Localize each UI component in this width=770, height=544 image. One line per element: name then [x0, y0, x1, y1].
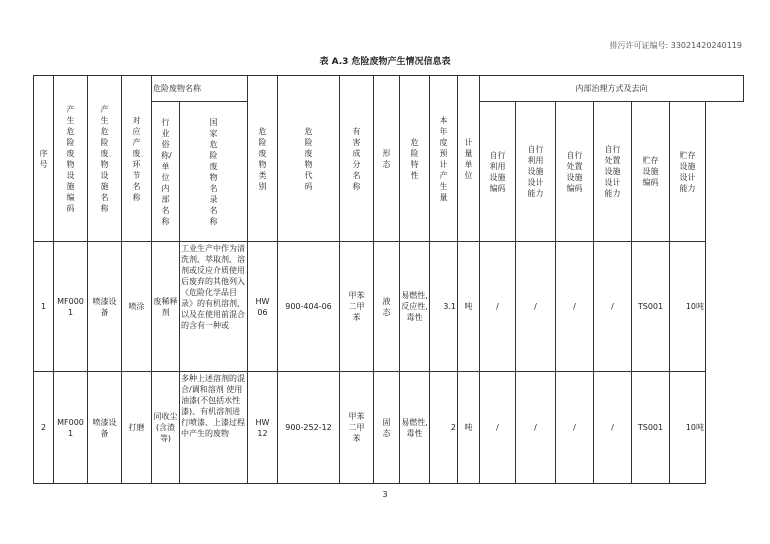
cell-unit: 吨: [458, 372, 480, 484]
cell-property: 易燃性,反应性,毒性: [400, 242, 430, 372]
header-seq: 序号: [34, 76, 54, 242]
header-facility-code: 产生危险废物设施编码: [54, 76, 88, 242]
permit-number: 排污许可证编号: 33021420240119: [609, 41, 742, 50]
cell-category: HW12: [248, 372, 278, 484]
cell-storage-cap: 10吨: [670, 242, 706, 372]
header-industry-name: 行业俗称/单位内部名称: [152, 102, 180, 242]
header-harmful: 有害成分名称: [340, 76, 374, 242]
cell-seq: 2: [34, 372, 54, 484]
header-storage-code: 贮存设施编码: [632, 102, 670, 242]
header-self-dispose-cap: 自行处置设施设计能力: [594, 102, 632, 242]
header-self-use-code: 自行利用设施编码: [480, 102, 516, 242]
cell-annual: 2: [430, 372, 458, 484]
cell-self-dispose-code: /: [556, 372, 594, 484]
cell-industry-name: 同收尘(含渣等): [152, 372, 180, 484]
cell-facility-name: 喷漆设备: [88, 242, 122, 372]
cell-self-use-code: /: [480, 242, 516, 372]
cell-harmful: 甲苯二甲苯: [340, 372, 374, 484]
header-self-use-cap: 自行利用设施设计能力: [516, 102, 556, 242]
cell-storage-code: TS001: [632, 372, 670, 484]
cell-link: 喷涂: [122, 242, 152, 372]
cell-self-use-cap: /: [516, 242, 556, 372]
header-property: 危险特性: [400, 76, 430, 242]
cell-storage-code: TS001: [632, 242, 670, 372]
cell-link: 打磨: [122, 372, 152, 484]
header-national-name: 国家危险废物名录名称: [180, 102, 248, 242]
cell-self-use-cap: /: [516, 372, 556, 484]
header-link-name: 对应产废环节名称: [122, 76, 152, 242]
cell-seq: 1: [34, 242, 54, 372]
cell-property: 易燃性,毒性: [400, 372, 430, 484]
cell-facility-code: MF0001: [54, 242, 88, 372]
cell-self-dispose-cap: /: [594, 372, 632, 484]
cell-storage-cap: 10吨: [670, 372, 706, 484]
cell-self-dispose-code: /: [556, 242, 594, 372]
cell-national-name: 多种上述溶剂的混合/调和溶剂 使用油漆(不包括水性漆)、有机溶剂进行喷漆、上漆过程中产生的废物: [180, 372, 248, 484]
table-title: 表 A.3 危险废物产生情况信息表: [319, 57, 451, 67]
table-row: [34, 372, 744, 484]
header-facility-name: 产生危险废物设施名称: [88, 76, 122, 242]
header-unit: 计量单位: [458, 76, 480, 242]
page-number: 3: [382, 490, 388, 499]
cell-unit: 吨: [458, 242, 480, 372]
header-storage-cap: 贮存设施设计能力: [670, 102, 706, 242]
cell-self-dispose-cap: /: [594, 242, 632, 372]
cell-facility-name: 喷漆设备: [88, 372, 122, 484]
cell-code: 900-404-06: [278, 242, 340, 372]
cell-national-name: 工业生产中作为清洗剂、萃取剂、溶剂或反应介质使用后废弃的其他列入《危险化学品目录》的有机溶剂，以及在使用前混合的含有一种或: [180, 242, 248, 372]
cell-form: 液态: [374, 242, 400, 372]
header-annual: 本年度预计产生量: [430, 76, 458, 242]
cell-harmful: 甲苯二甲苯: [340, 242, 374, 372]
header-self-dispose-code: 自行处置设施编码: [556, 102, 594, 242]
cell-category: HW06: [248, 242, 278, 372]
cell-self-use-code: /: [480, 372, 516, 484]
header-waste-name-group: 危险废物名称: [152, 76, 248, 102]
header-form: 形态: [374, 76, 400, 242]
cell-industry-name: 废稀释剂: [152, 242, 180, 372]
cell-facility-code: MF0001: [54, 372, 88, 484]
hazardous-waste-table: [33, 75, 744, 484]
header-code: 危险废物代码: [278, 76, 340, 242]
cell-code: 900-252-12: [278, 372, 340, 484]
cell-annual: 3.1: [430, 242, 458, 372]
table-row: [34, 242, 744, 372]
cell-form: 固态: [374, 372, 400, 484]
header-internal-group: 内部治理方式及去向: [480, 76, 744, 102]
header-category: 危险废物类别: [248, 76, 278, 242]
